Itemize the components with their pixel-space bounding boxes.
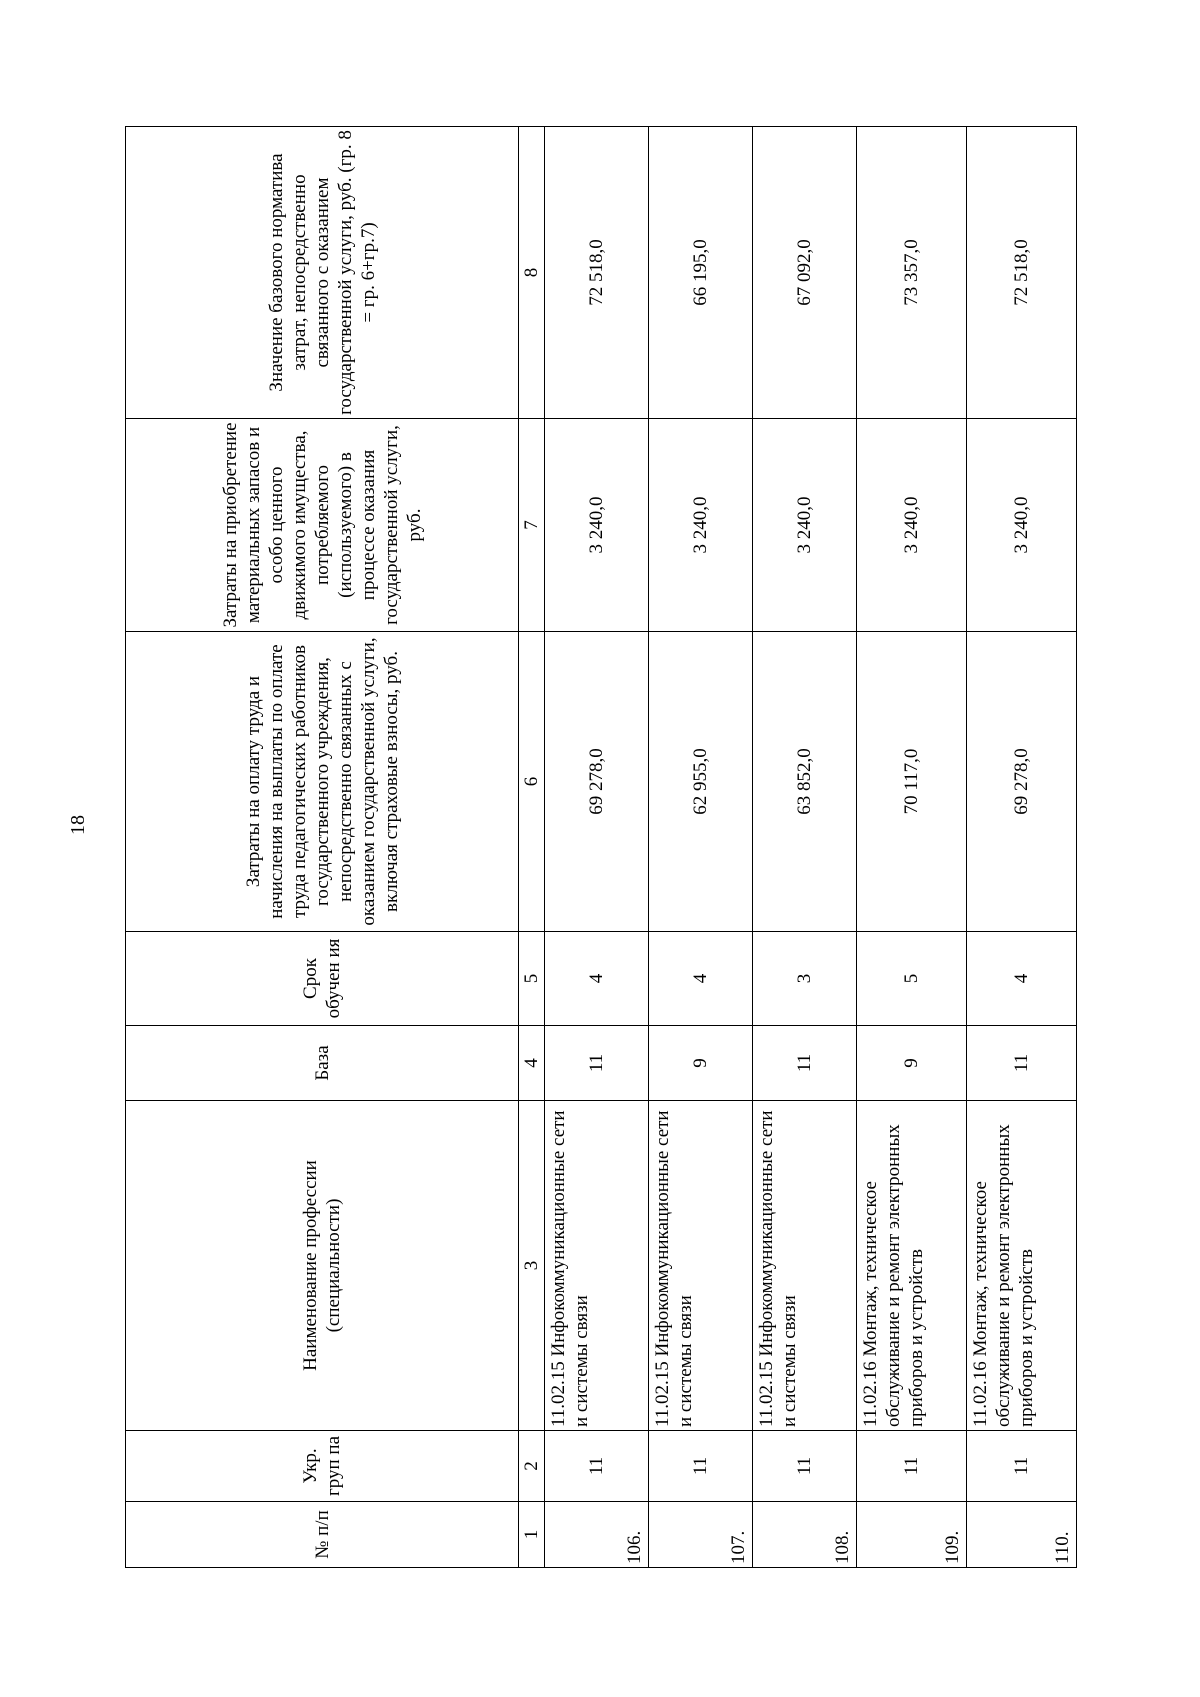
row-group: 11 bbox=[753, 1431, 857, 1502]
column-number-row bbox=[519, 127, 545, 1568]
row-labor-costs: 69 278,0 bbox=[545, 632, 649, 932]
row-material-costs: 3 240,0 bbox=[649, 419, 753, 632]
row-profession: 11.02.15 Инфокоммуникационные сети и системы связи bbox=[649, 1101, 753, 1431]
header-labor-costs: Затраты на оплату труда и начисления на выплаты по оплате труда педагогических работников государственного учреждения, непосредственно связанных с оказанием государственной услуги, включая страховые взносы, руб. bbox=[126, 632, 519, 932]
row-term: 3 bbox=[753, 932, 857, 1026]
row-number: 106. bbox=[545, 1502, 649, 1568]
row-labor-costs: 70 117,0 bbox=[857, 632, 967, 932]
row-number: 109. bbox=[857, 1502, 967, 1568]
row-number: 110. bbox=[967, 1502, 1077, 1568]
row-term: 4 bbox=[649, 932, 753, 1026]
row-term: 5 bbox=[857, 932, 967, 1026]
header-term: Срок обучен ия bbox=[126, 932, 519, 1026]
row-labor-costs: 63 852,0 bbox=[753, 632, 857, 932]
header-base-norm: Значение базового норматива затрат, непосредственно связанного с оказанием государственной услуги, руб. (гр. 8 = гр. 6+гр.7) bbox=[126, 127, 519, 419]
row-profession: 11.02.15 Инфокоммуникационные сети и системы связи bbox=[753, 1101, 857, 1431]
row-material-costs: 3 240,0 bbox=[753, 419, 857, 632]
row-group: 11 bbox=[857, 1431, 967, 1502]
row-base: 11 bbox=[967, 1026, 1077, 1101]
row-labor-costs: 69 278,0 bbox=[967, 632, 1077, 932]
row-base: 11 bbox=[753, 1026, 857, 1101]
row-material-costs: 3 240,0 bbox=[967, 419, 1077, 632]
column-number: 2 bbox=[519, 1431, 545, 1502]
row-profession: 11.02.15 Инфокоммуникационные сети и системы связи bbox=[545, 1101, 649, 1431]
column-number: 4 bbox=[519, 1026, 545, 1101]
column-number: 8 bbox=[519, 127, 545, 419]
row-group: 11 bbox=[967, 1431, 1077, 1502]
header-base: База bbox=[126, 1026, 519, 1101]
row-base-norm: 73 357,0 bbox=[857, 127, 967, 419]
row-base-norm: 66 195,0 bbox=[649, 127, 753, 419]
row-profession: 11.02.16 Монтаж, техническое обслуживание и ремонт электронных приборов и устройств bbox=[857, 1101, 967, 1431]
column-number: 5 bbox=[519, 932, 545, 1026]
row-material-costs: 3 240,0 bbox=[857, 419, 967, 632]
row-base-norm: 72 518,0 bbox=[545, 127, 649, 419]
row-number: 108. bbox=[753, 1502, 857, 1568]
table-row bbox=[545, 127, 649, 1568]
row-base: 11 bbox=[545, 1026, 649, 1101]
table-row bbox=[753, 127, 857, 1568]
header-row bbox=[126, 127, 519, 1568]
row-number: 107. bbox=[649, 1502, 753, 1568]
row-term: 4 bbox=[545, 932, 649, 1026]
cost-norm-table bbox=[125, 126, 1077, 1568]
header-group: Укр. груп па bbox=[126, 1431, 519, 1502]
row-base: 9 bbox=[857, 1026, 967, 1101]
row-group: 11 bbox=[649, 1431, 753, 1502]
row-profession: 11.02.16 Монтаж, техническое обслуживание и ремонт электронных приборов и устройств bbox=[967, 1101, 1077, 1431]
header-num: № п/п bbox=[126, 1502, 519, 1568]
rotated-table bbox=[125, 0, 1073, 1568]
table-row bbox=[649, 127, 753, 1568]
row-base-norm: 67 092,0 bbox=[753, 127, 857, 419]
row-material-costs: 3 240,0 bbox=[545, 419, 649, 632]
table-row bbox=[967, 127, 1077, 1568]
page-number: 18 bbox=[67, 815, 89, 835]
row-group: 11 bbox=[545, 1431, 649, 1502]
column-number: 3 bbox=[519, 1101, 545, 1431]
row-base-norm: 72 518,0 bbox=[967, 127, 1077, 419]
row-labor-costs: 62 955,0 bbox=[649, 632, 753, 932]
row-base: 9 bbox=[649, 1026, 753, 1101]
column-number: 6 bbox=[519, 632, 545, 932]
column-number: 1 bbox=[519, 1502, 545, 1568]
header-profession: Наименование профессии (специальности) bbox=[126, 1101, 519, 1431]
table-container bbox=[125, 126, 1073, 1696]
table-row bbox=[857, 127, 967, 1568]
header-material-costs: Затраты на приобретение материальных запасов и особо ценного движимого имущества, потребляемого (используемого) в процессе оказания государственной услуги, руб. bbox=[126, 419, 519, 632]
row-term: 4 bbox=[967, 932, 1077, 1026]
column-number: 7 bbox=[519, 419, 545, 632]
